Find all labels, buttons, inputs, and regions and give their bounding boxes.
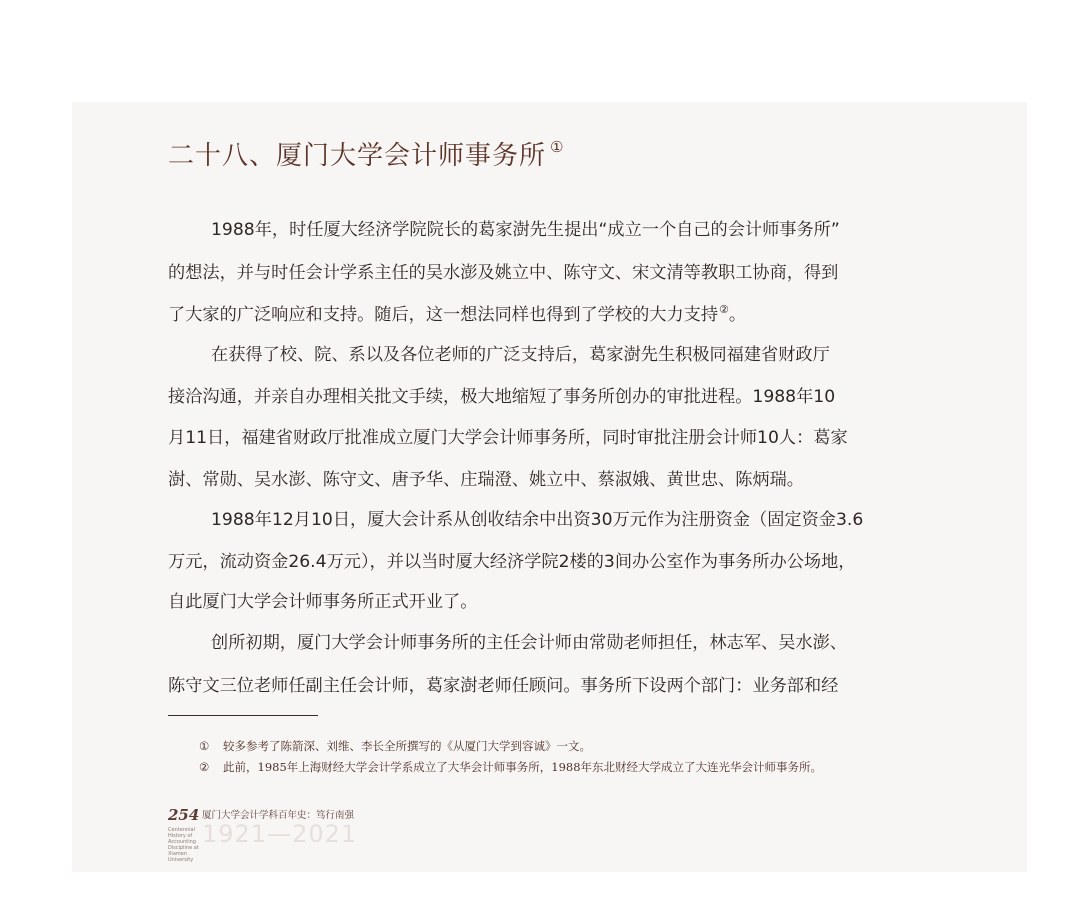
paragraph-1-line-1: 1988年，时任厦大经济学院院长的葛家澍先生提出“成立一个自己的会计师事务所” — [211, 220, 840, 240]
section-title-text: 二十八、厦门大学会计师事务所 — [168, 141, 547, 171]
title-footnote-marker: ① — [550, 138, 565, 156]
paragraph-2-line-3: 月11日，福建省财政厅批准成立厦门大学会计师事务所，同时审批注册会计师10人：葛家 — [168, 428, 848, 448]
footnote-1-text: 较多参考了陈箭深、刘维、李长全所撰写的《从厦门大学到容诚》一文。 — [223, 739, 591, 753]
paragraph-4-line-2: 陈守文三位老师任副主任会计师，葛家澍老师任顾问。事务所下设两个部门：业务部和经 — [168, 676, 839, 696]
paragraph-1-end-punctuation: 。 — [728, 305, 747, 325]
paragraph-1-line-3-text: 了大家的广泛响应和支持。随后，这一想法同样也得到了学校的大力支持 — [168, 305, 719, 325]
paragraph-footnote-marker: ② — [719, 303, 729, 316]
page-folio — [168, 805, 388, 865]
paragraph-2-line-4: 澍、常勋、吴水澎、陈守文、唐予华、庄瑞澄、姚立中、蔡淑娥、黄世忠、陈炳瑞。 — [168, 470, 804, 490]
footnote-1 — [199, 737, 591, 755]
footnote-1-marker: ① — [199, 739, 210, 753]
paragraph-4-line-1: 创所初期，厦门大学会计师事务所的主任会计师由常勋老师担任，林志军、吴水澎、 — [211, 633, 847, 653]
paragraph-1-line-2: 的想法，并与时任会计学系主任的吴水澎及姚立中、陈守文、宋文清等教职工协商，得到 — [168, 263, 839, 283]
paragraph-3-line-3: 自此厦门大学会计师事务所正式开业了。 — [168, 592, 478, 612]
paragraph-2-line-1: 在获得了校、院、系以及各位老师的广泛支持后，葛家澍先生积极同福建省财政厅 — [211, 345, 830, 365]
english-book-title: Centennial History of Accounting Discipline at Xiamen University — [168, 827, 199, 863]
footnote-2-marker: ② — [199, 760, 210, 774]
page-number: 254 — [168, 806, 200, 824]
footnote-separator-rule — [168, 715, 318, 716]
footnote-2 — [199, 758, 822, 776]
year-range-watermark: 1921—2021 — [202, 820, 358, 848]
paragraph-3-line-1: 1988年12月10日，厦大会计系从创收结余中出资30万元作为注册资金（固定资金3.6 — [211, 510, 864, 530]
paragraph-2-line-2: 接洽沟通，并亲自办理相关批文手续，极大地缩短了事务所创办的审批进程。1988年10 — [168, 387, 836, 407]
paragraph-3-line-2: 万元，流动资金26.4万元），并以当时厦大经济学院2楼的3间办公室作为事务所办公场地， — [168, 552, 856, 572]
running-head: 厦门大学会计学科百年史：笃行南强 — [202, 810, 355, 821]
footnote-2-text: 此前，1985年上海财经大学会计学系成立了大华会计师事务所，1988年东北财经大学成立了大连光华会计师事务所。 — [223, 760, 823, 774]
section-title — [168, 134, 564, 181]
paragraph-1-line-3 — [168, 300, 948, 332]
